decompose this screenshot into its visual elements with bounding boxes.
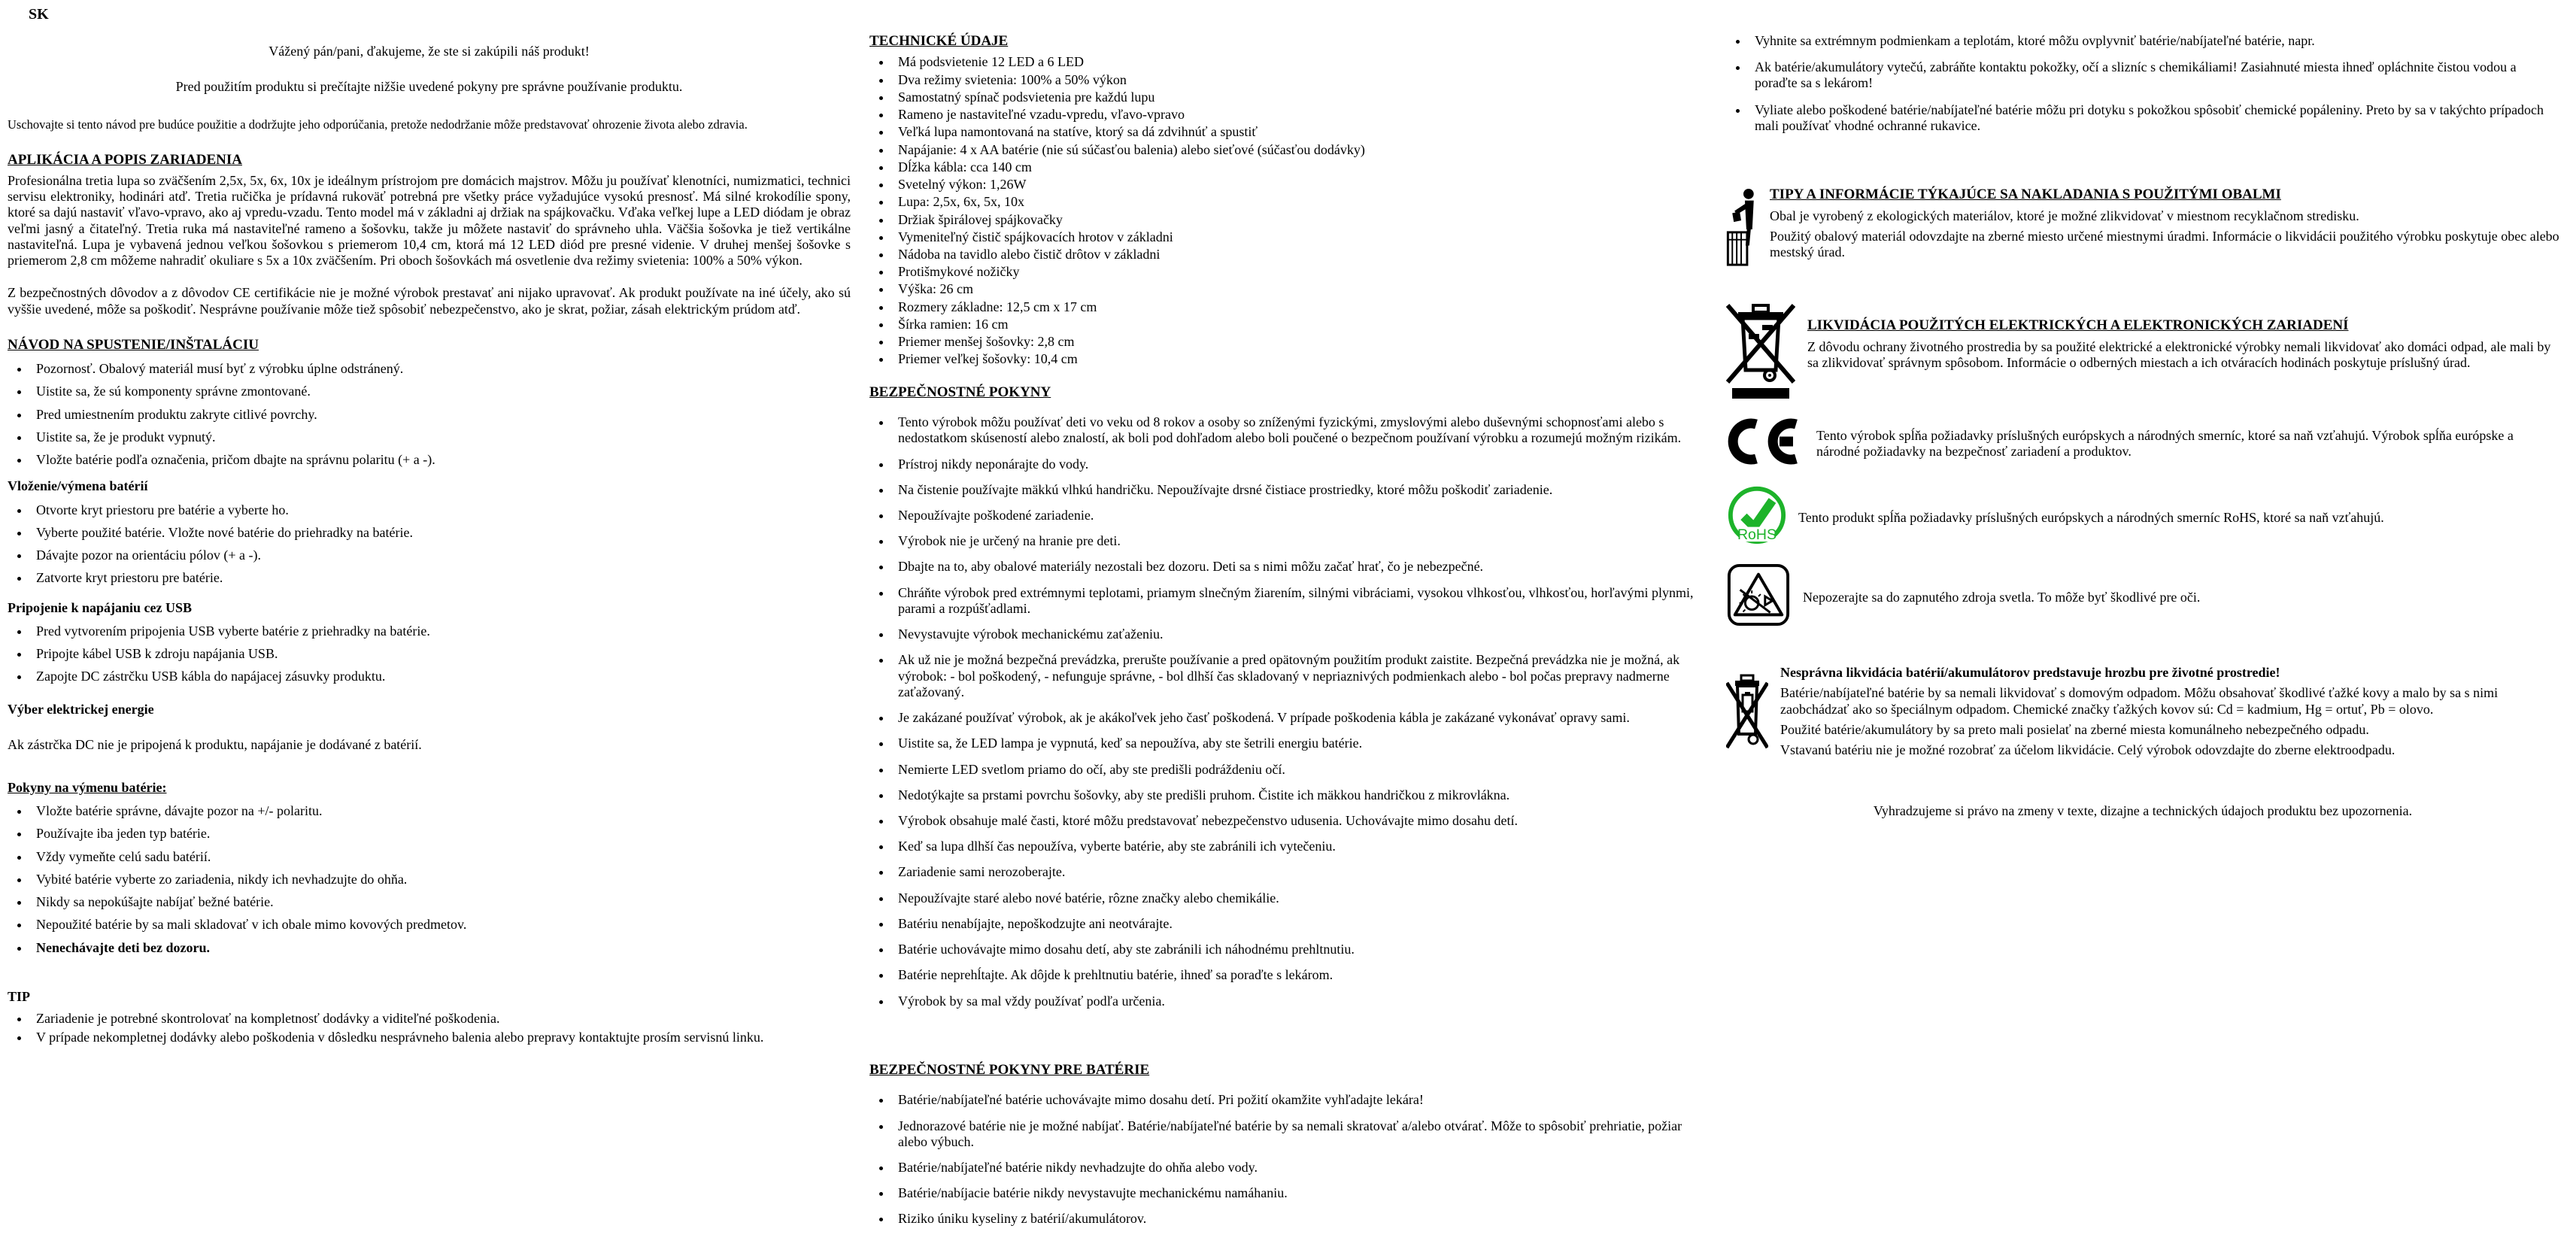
- list-item: • Nemierte LED svetlom priamo do očí, aby ste predišli podráždeniu očí.: [892, 762, 1707, 778]
- application-paragraph-1: Profesionálna tretia lupa so zväčšením 2,5x, 5x, 6x, 10x je ideálnym prístrojom pre domácich majstrov. Môžu ju používať klenotníci, numizmatici, technici servisu elektroniky, hodinári atď. Tretia ručička je prídavná rukoväť potrebná pre všetky práce vyžadujúce vysokú presnosť. Má silné krokodílie spony, ktoré sa dajú nastaviť vľavo-vpravo, ako aj vpredu-vzadu. Tento model má v základni aj držiak na spájkovačku. Vďaka veľkej lupe a LED diódam je obraz veľmi jasný a čitateľný. Tretia ruka má nastaviteľné rameno a šošovku, takže ju môžete nastaviť do správneho uhla. Väčšia šošovka je tiež vertikálne nastaviteľná. Lupa je vybavená jednou veľkou šošovkou s priemerom 10,4 cm, ktorá má 12 LED diód pre presné videnie. V druhej menšej šošovke s priemerom 2,8 cm môžeme nahradiť okuliare s 5x a 10x zväčšením. Pri oboch šošovkách má osvetlenie dva režimy svietenia: 100% a 50% výkon.: [8, 172, 851, 268]
- list-item: • Protišmykové nožičky: [892, 264, 1707, 280]
- subsection-title-battery-replacement: Pokyny na výmenu batérie:: [8, 779, 167, 795]
- list-item: • Batérie/nabíjateľné batérie uchovávajte mimo dosahu detí. Pri požití okamžite vyhľadajte lekára!: [892, 1092, 1707, 1108]
- battery-crossed-bin-icon: [1726, 669, 1768, 754]
- list-item: • Vymeniteľný čistič spájkovacích hrotov v základni: [892, 229, 1707, 245]
- installation-list: [8, 361, 851, 468]
- safety-instructions-list: [869, 414, 1707, 1009]
- rohs-compliance-paragraph: Tento produkt spĺňa požiadavky príslušných európskych a národných smerníc RoHS, ktoré sa naň vzťahujú.: [1798, 509, 2384, 525]
- light-source-warning-icon: [1726, 563, 1791, 627]
- list-item: • Keď sa lupa dlhší čas nepoužíva, vyberte batérie, aby ste zabránili ich vytečeniu.: [892, 839, 1707, 854]
- list-item: • Držiak špirálovej spájkovačky: [892, 212, 1707, 228]
- rights-reserved-note: Vyhradzujeme si právo na zmeny v texte, dizajne a technických údajoch produktu bez upozornenia.: [1873, 803, 2413, 819]
- section-title-safety: BEZPEČNOSTNÉ POKYNY: [869, 384, 1051, 400]
- ce-text-block: [1816, 423, 2559, 460]
- list-item-bold: • Nenechávajte deti bez dozoru.: [30, 940, 851, 956]
- list-item: • Vyliate alebo poškodené batérie/nabíjateľné batérie môžu pri dotyku s pokožkou spôsobiť chemické popáleniny. Preto by sa v takýchto prípadoch mali používať vhodné ochranné rukavice.: [1749, 102, 2559, 134]
- tip-list: [8, 1011, 851, 1045]
- list-item: • Rameno je nastaviteľné vzadu-vpredu, vľavo-vpravo: [892, 107, 1707, 123]
- rohs-icon: [1726, 484, 1788, 546]
- list-item: • Výrobok nie je určený na hranie pre deti.: [892, 533, 1707, 549]
- packaging-disposal-text: [1770, 187, 2559, 260]
- list-item: • Batériu nenabíjajte, nepoškodzujte ani neotvárajte.: [892, 916, 1707, 932]
- section-title-technical-data: TECHNICKÉ ÚDAJE: [869, 33, 1009, 49]
- packaging-disposal-title: TIPY A INFORMÁCIE TÝKAJÚCE SA NAKLADANIA S POUŽITÝMI OBALMI: [1770, 187, 2281, 203]
- list-item: • Pripojte kábel USB k zdroju napájania USB.: [30, 646, 851, 662]
- list-item: • Priemer menšej šošovky: 2,8 cm: [892, 334, 1707, 350]
- battery-disposal-text: [1780, 665, 2559, 758]
- list-item: • Tento výrobok môžu používať deti vo veku od 8 rokov a osoby so zníženými fyzickými, zmyslovými alebo duševnými schopnosťami alebo s nedostatkom skúseností alebo znalostí, ak boli pod dohľadom alebo boli poučené o bezpečnom používaní výrobku a rozumejú možným rizikám.: [892, 414, 1707, 446]
- list-item: • Na čistenie používajte mäkkú vlhkú handričku. Nepoužívajte drsné čistiace prostriedky, ktoré môžu poškodiť zariadenie.: [892, 482, 1707, 498]
- rohs-text-block: [1798, 505, 2559, 526]
- list-item: • Prístroj nikdy neponárajte do vody.: [892, 457, 1707, 472]
- weee-disposal-title: LIKVIDÁCIA POUŽITÝCH ELEKTRICKÝCH A ELEKTRONICKÝCH ZARIADENÍ: [1807, 317, 2349, 334]
- list-item: • Výrobok obsahuje malé časti, ktoré môžu predstavovať nebezpečenstvo udusenia. Uchovávajte mimo dosahu detí.: [892, 813, 1707, 829]
- battery-disposal-paragraph-3: Vstavanú batériu nie je možné rozobrať za účelom likvidácie. Celý výrobok odovzdajte do zberne elektroodpadu.: [1780, 742, 2395, 758]
- list-item: • V prípade nekompletnej dodávky alebo poškodenia v dôsledku nesprávneho balenia alebo prepravy kontaktujte prosím servisnú linku.: [30, 1030, 851, 1045]
- list-item: • Nikdy sa nepokúšajte nabíjať bežné batérie.: [30, 894, 851, 910]
- list-item: • Výška: 26 cm: [892, 281, 1707, 297]
- battery-replacement-list-bold: [8, 940, 851, 956]
- list-item: • Batérie/nabíjateľné batérie nikdy nevhadzujte do ohňa alebo vody.: [892, 1160, 1707, 1176]
- list-item: • Vybité batérie vyberte zo zariadenia, nikdy ich nevhadzujte do ohňa.: [30, 872, 851, 887]
- list-item: • Má podsvietenie 12 LED a 6 LED: [892, 54, 1707, 70]
- list-item: • Je zakázané používať výrobok, ak je akákoľvek jeho časť poškodená. V prípade poškodenia kábla je zakázané vykonávať opravy sami.: [892, 710, 1707, 726]
- battery-disposal-section: [1726, 665, 2559, 758]
- list-item: • Dva režimy svietenia: 100% a 50% výkon: [892, 72, 1707, 88]
- power-selection-paragraph: Ak zástrčka DC nie je pripojená k produktu, napájanie je dodávané z batérií.: [8, 736, 422, 752]
- packaging-disposal-section: [1726, 187, 2559, 268]
- subsection-title-power-selection: Výber elektrickej energie: [8, 701, 154, 717]
- section-title-installation: NÁVOD NA SPUSTENIE/INŠTALÁCIU: [8, 336, 259, 353]
- list-item: • Šírka ramien: 16 cm: [892, 317, 1707, 332]
- packaging-disposal-paragraph-2: Použitý obalový materiál odovzdajte na zberné miesto určené miestnymi úradmi. Informácie o likvidácii použitého výrobku poskytuje obec alebo mestský úrad.: [1770, 228, 2559, 260]
- language-code-label: SK: [29, 6, 49, 23]
- list-item: • Vložte batérie správne, dávajte pozor na +/- polaritu.: [30, 803, 851, 819]
- ce-mark-icon: [1726, 418, 1801, 465]
- list-item: • Uistite sa, že sú komponenty správne zmontované.: [30, 384, 851, 399]
- weee-disposal-paragraph: Z dôvodu ochrany životného prostredia by sa použité elektrické a elektronické výrobky nemali likvidovať ako domáci odpad, ale mali by sa zlikvidovať správnym spôsobom. Informácie o odberných miestach a ich otváracích hodinách poskytuje príslušný úrad.: [1807, 338, 2551, 370]
- list-item: • Nádoba na tavidlo alebo čistič drôtov v základni: [892, 247, 1707, 262]
- list-item: • Riziko úniku kyseliny z batérií/akumulátorov.: [892, 1211, 1707, 1227]
- usb-power-list: [8, 623, 851, 685]
- list-item: • Ak už nie je možná bezpečná prevádzka, prerušte používanie a pred opätovným použitím produkt zaistite. Bezpečná prevádzka nie je možná, ak výrobok: - bol poškodený, - nefunguje správne, - bol dlhší čas skladovaný v nepriaznivých podmienkach alebo - bol počas prepravy nadmerne zaťažovaný.: [892, 652, 1707, 700]
- battery-insertion-list: [8, 502, 851, 587]
- list-item: • Zariadenie je potrebné skontrolovať na kompletnosť dodávky a viditeľné poškodenia.: [30, 1011, 851, 1027]
- list-item: • Vložte batérie podľa označenia, pričom dbajte na správnu polaritu (+ a -).: [30, 452, 851, 468]
- list-item: • Rozmery základne: 12,5 cm x 17 cm: [892, 299, 1707, 315]
- list-item: • Nepoužívajte poškodené zariadenie.: [892, 508, 1707, 523]
- battery-disposal-title: Nesprávna likvidácia batérií/akumulátorov predstavuje hrozbu pre životné prostredie!: [1780, 665, 2280, 681]
- page-2: [859, 0, 1717, 1259]
- list-item: • Dávajte pozor na orientáciu pólov (+ a -).: [30, 548, 851, 563]
- battery-safety-list: [869, 1092, 1707, 1227]
- light-warning-text-block: [1803, 585, 2559, 605]
- list-item: • Napájanie: 4 x AA batérie (nie sú súčasťou balenia) alebo sieťové (súčasťou dodávky): [892, 142, 1707, 158]
- list-item: • Batérie/nabíjacie batérie nikdy nevystavujte mechanickému namáhaniu.: [892, 1185, 1707, 1201]
- rohs-label: RoHS: [1737, 526, 1777, 544]
- light-warning-paragraph: Nepozerajte sa do zapnutého zdroja svetla. To môže byť škodlivé pre oči.: [1803, 589, 2201, 605]
- light-warning-section: [1726, 563, 2559, 627]
- subsection-title-tip: TIP: [8, 988, 31, 1004]
- list-item: • Uistite sa, že je produkt vypnutý.: [30, 429, 851, 445]
- list-item: • Pozornosť. Obalový materiál musí byť z výrobku úplne odstránený.: [30, 361, 851, 377]
- battery-warnings-list: [1726, 33, 2559, 134]
- list-item: • Samostatný spínač podsvietenia pre každú lupu: [892, 89, 1707, 105]
- list-item: • Batérie neprehĺtajte. Ak dôjde k prehltnutiu batérie, ihneď sa poraďte s lekárom.: [892, 967, 1707, 983]
- list-item: • Vždy vymeňte celú sadu batérií.: [30, 849, 851, 865]
- ce-compliance-paragraph: Tento výrobok spĺňa požiadavky príslušných európskych a národných smerníc, ktoré sa naň vzťahujú. Výrobok spĺňa európske a národné požiadavky na bezpečnosť zariadení a produktov.: [1816, 427, 2514, 460]
- ce-section: [1726, 418, 2559, 465]
- list-item: • Pred umiestnením produktu zakryte citlivé povrchy.: [30, 407, 851, 423]
- rohs-section: [1726, 484, 2559, 546]
- list-item: • Chráňte výrobok pred extrémnymi teplotami, priamym slnečným žiarením, silnými vibráciami, vysokou vlhkosťou, vlhkosťou, horľavými plynmi, parami a rozpúšťadlami.: [892, 585, 1707, 617]
- list-item: • Zariadenie sami nerozoberajte.: [892, 864, 1707, 880]
- list-item: • Vyhnite sa extrémnym podmienkam a teplotám, ktoré môžu ovplyvniť batérie/nabíjateľné batérie, napr.: [1749, 33, 2559, 49]
- list-item: • Dbajte na to, aby obalové materiály nezostali bez dozoru. Deti sa s nimi môžu začať hrať, čo je nebezpečné.: [892, 559, 1707, 575]
- list-item: • Nepoužívajte staré alebo nové batérie, rôzne značky alebo chemikálie.: [892, 890, 1707, 906]
- weee-disposal-text: [1807, 298, 2559, 371]
- list-item: • Vyberte použité batérie. Vložte nové batérie do priehradky na batérie.: [30, 525, 851, 541]
- list-item: • Nedotýkajte sa prstami povrchu šošovky, aby ste predišli pruhom. Čistite ich mäkkou handričkou z mikrovlákna.: [892, 787, 1707, 803]
- weee-disposal-section: [1726, 298, 2559, 399]
- battery-replacement-list: [8, 803, 851, 933]
- battery-disposal-paragraph-2: Použité batérie/akumulátory by sa preto mali posielať na zberné miesta komunálneho nebezpečného odpadu.: [1780, 721, 2369, 737]
- technical-data-list: [869, 54, 1707, 367]
- list-item: • Uistite sa, že LED lampa je vypnutá, keď sa nepoužíva, aby ste šetrili energiu batérie.: [892, 736, 1707, 751]
- list-item: • Svetelný výkon: 1,26W: [892, 177, 1707, 193]
- list-item: • Dĺžka kábla: cca 140 cm: [892, 159, 1707, 175]
- list-item: • Priemer veľkej šošovky: 10,4 cm: [892, 351, 1707, 367]
- page-1: [0, 0, 858, 1259]
- list-item: • Používajte iba jeden typ batérie.: [30, 826, 851, 842]
- list-item: • Ak batérie/akumulátory vytečú, zabráňte kontaktu pokožky, očí a slizníc s chemikáliami! Zasiahnuté miesta ihneď opláchnite čistou vodou a poraďte sa s lekárom!: [1749, 59, 2559, 91]
- section-title-application: APLIKÁCIA A POPIS ZARIADENIA: [8, 151, 242, 168]
- list-item: • Veľká lupa namontovaná na statíve, ktorý sa dá zdvihnúť a spustiť: [892, 124, 1707, 140]
- weee-crossed-bin-icon: [1726, 298, 1795, 399]
- list-item: • Nevystavujte výrobok mechanickému zaťaženiu.: [892, 626, 1707, 642]
- battery-disposal-paragraph-1: Batérie/nabíjateľné batérie by sa nemali likvidovať s domovým odpadom. Môžu obsahovať škodlivé ťažké kovy a malo by sa s nimi zaobchádzať ako so špeciálnym odpadom. Chemické značky ťažkých kovov sú: Cd = kadmium, Hg = ortuť, Pb = olovo.: [1780, 685, 2499, 717]
- intro-keep-manual: Uschovajte si tento návod pre budúce použitie a dodržujte jeho odporúčania, pretože nedodržanie môže predstavovať ohrozenie života alebo zdravia.: [8, 117, 748, 132]
- intro-greeting: Vážený pán/pani, ďakujeme, že ste si zakúpili náš produkt!: [269, 43, 590, 59]
- list-item: • Batérie uchovávajte mimo dosahu detí, aby ste zabránili ich náhodnému prehltnutiu.: [892, 942, 1707, 957]
- list-item: • Otvorte kryt priestoru pre batérie a vyberte ho.: [30, 502, 851, 518]
- list-item: • Nepoužité batérie by sa mali skladovať v ich obale mimo kovových predmetov.: [30, 917, 851, 933]
- packaging-disposal-paragraph-1: Obal je vyrobený z ekologických materiálov, ktoré je možné zlikvidovať v miestnom recyklačnom stredisku.: [1770, 208, 2359, 223]
- section-title-battery-safety: BEZPEČNOSTNÉ POKYNY PRE BATÉRIE: [869, 1061, 1150, 1078]
- list-item: • Výrobok by sa mal vždy používať podľa určenia.: [892, 994, 1707, 1009]
- subsection-title-usb-power: Pripojenie k napájaniu cez USB: [8, 599, 193, 615]
- list-item: • Lupa: 2,5x, 6x, 5x, 10x: [892, 194, 1707, 210]
- tidyman-icon: [1726, 187, 1759, 268]
- list-item: • Zatvorte kryt priestoru pre batérie.: [30, 570, 851, 586]
- subsection-title-battery-insertion: Vloženie/výmena batérií: [8, 478, 148, 494]
- list-item: • Zapojte DC zástrčku USB kábla do napájacej zásuvky produktu.: [30, 669, 851, 684]
- intro-read-instructions: Pred použitím produktu si prečítajte nižšie uvedené pokyny pre správne používanie produktu.: [175, 78, 683, 94]
- list-item: • Pred vytvorením pripojenia USB vyberte batérie z priehradky na batérie.: [30, 623, 851, 639]
- list-item: • Jednorazové batérie nie je možné nabíjať. Batérie/nabíjateľné batérie by sa nemali skratovať a/alebo otvárať. Môže to spôsobiť prehriatie, požiar alebo výbuch.: [892, 1118, 1707, 1150]
- application-paragraph-2: Z bezpečnostných dôvodov a z dôvodov CE certifikácie nie je možné výrobok prestavať ani nijako upravovať. Ak produkt používate na iné účely, ako sú vyššie uvedené, môže sa poškodiť. Nesprávne používanie môže tiež spôsobiť nebezpečenstvo, ako je skrat, požiar, zásah elektrickým prúdom atď.: [8, 285, 851, 317]
- page-3: [1717, 0, 2576, 1259]
